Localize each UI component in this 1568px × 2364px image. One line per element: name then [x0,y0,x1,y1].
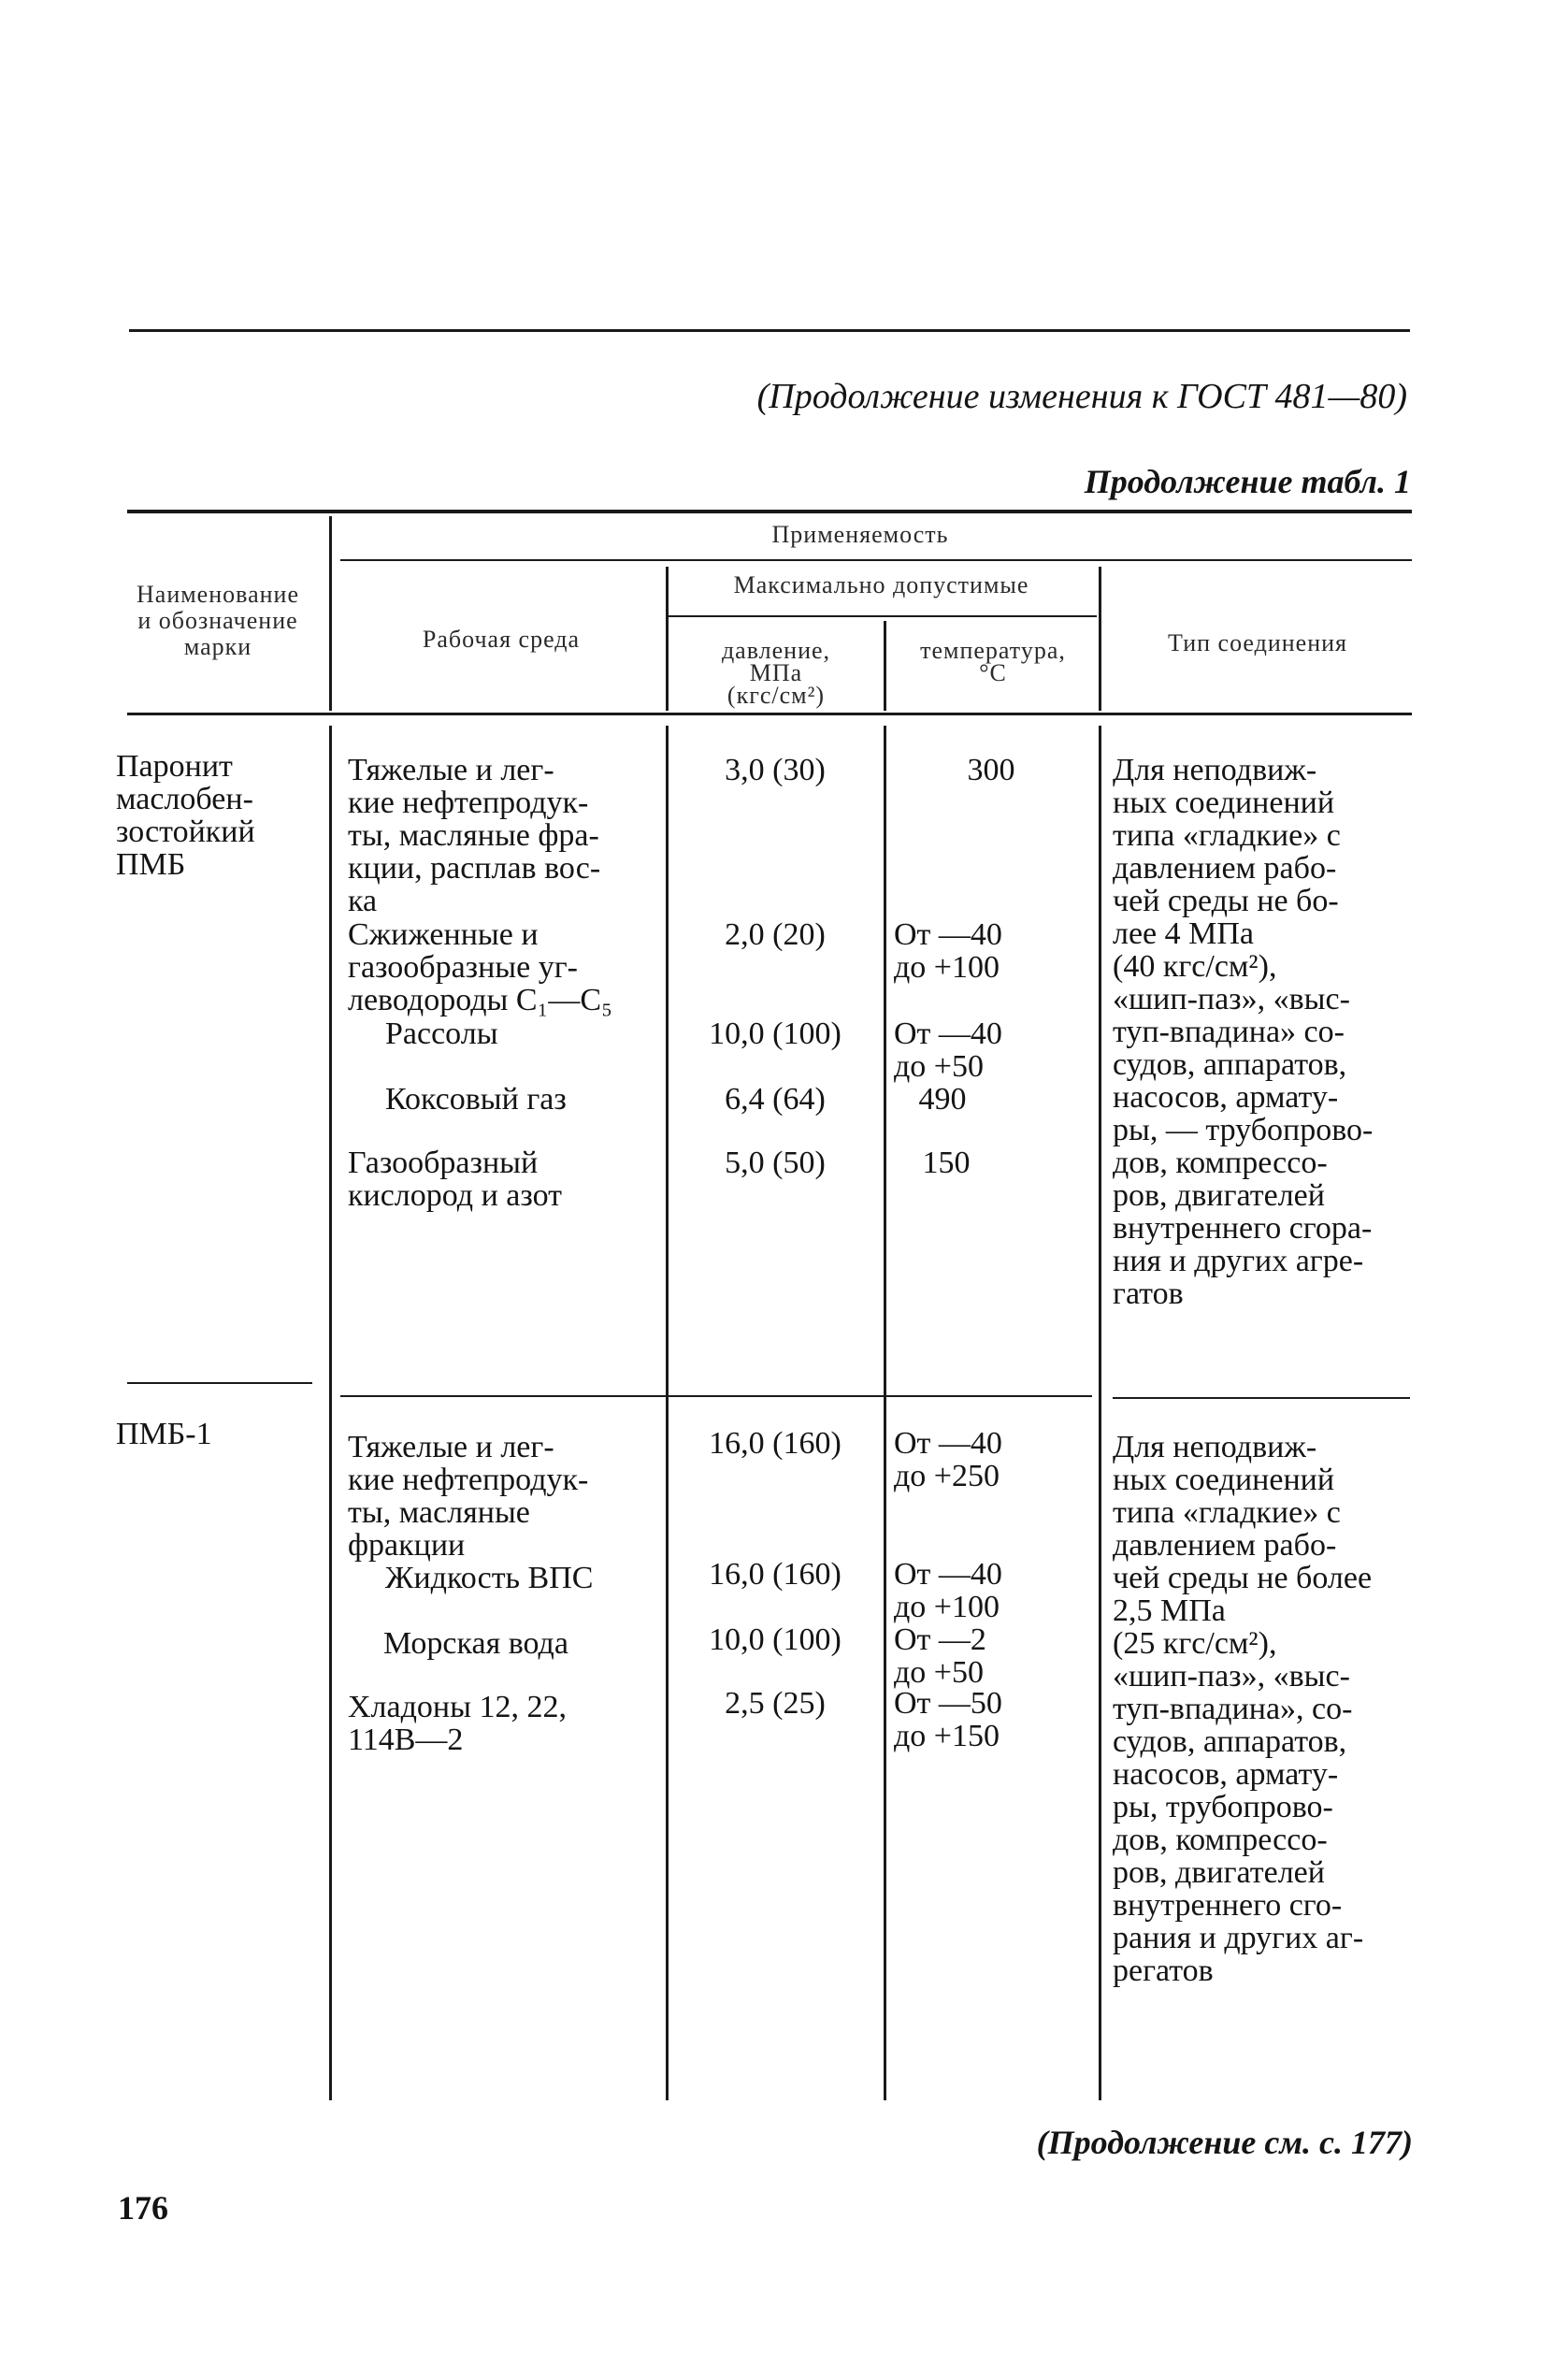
header-divider-3 [884,621,886,711]
temperature-5: 150 [922,1146,971,1180]
header-bottom-border [127,713,1412,715]
pressure-4: 6,4 (64) [725,1082,826,1117]
pressure-5: 5,0 (50) [725,1146,826,1180]
header-pressure: давление, МПа (кгс/см²) [721,637,831,709]
header-max-allowed: Максимально допустимые [733,571,1029,598]
header-brand: Наименование и обозначение марки [137,581,299,660]
group-separator-middle [340,1395,1092,1397]
body-divider-4 [1099,726,1101,2100]
pressure-1: 3,0 (30) [725,753,826,787]
temperature-2: От —40 до +100 [894,917,1002,985]
temperature-1: 300 [967,753,1015,787]
max-allowed-underline [669,615,1097,617]
header-divider-1 [329,516,332,711]
body-divider-3 [884,726,886,2100]
brand-pmb: Паронит маслобен- зостойкий ПМБ [116,749,255,882]
medium-2: Сжиженные и газообразные уг- леводороды C₁—C₅ [348,917,612,1017]
medium-3: Рассолы [385,1016,498,1051]
brand-pmb-1: ПМБ-1 [116,1417,212,1451]
pressure-3: 10,0 (100) [709,1016,842,1051]
medium-4: Коксовый газ [385,1082,567,1117]
pressure-8: 10,0 (100) [709,1622,842,1657]
group-separator-brand [127,1382,312,1384]
pressure-2: 2,0 (20) [725,917,826,952]
top-rule [129,329,1410,332]
footer-continuation-note: (Продолжение см. с. 177) [1036,2124,1413,2161]
temperature-4: 490 [918,1082,967,1117]
header-applicability: Применяемость [771,521,949,548]
header-connection: Тип соединения [1167,629,1347,656]
temperature-9: От —50 до +150 [894,1686,1002,1753]
medium-1: Тяжелые и лег- кие нефтепродук- ты, масляные фра- кции, расплав вос- ка [348,753,601,918]
temperature-7: От —40 до +100 [894,1557,1002,1624]
applicability-underline [340,559,1412,561]
table-continuation-label: Продолжение табл. 1 [1084,463,1411,500]
temperature-8: От —2 до +50 [894,1622,986,1690]
temperature-6: От —40 до +250 [894,1426,1002,1493]
pressure-7: 16,0 (160) [709,1557,842,1592]
body-divider-2 [666,726,669,2100]
header-divider-2 [666,567,669,711]
medium-6: Тяжелые и лег- кие нефтепродук- ты, масляные фракции [348,1430,589,1563]
table-top-border [127,510,1412,513]
body-divider-1 [329,726,332,2100]
group-separator-connection [1113,1397,1410,1399]
medium-9: Хладоны 12, 22, 114В—2 [348,1690,567,1757]
pressure-6: 16,0 (160) [709,1426,842,1461]
pressure-9: 2,5 (25) [725,1686,826,1721]
medium-7: Жидкость ВПС [385,1561,594,1595]
page-number: 176 [118,2189,168,2227]
connection-pmb-1: Для неподвиж- ных соединений типа «гладкие» с давлением рабо- чей среды не более 2,5 МПа (25 кгс/см²), «шип-паз», «выс- туп-впадина», со- судов, аппаратов, насосов, армату- ры, трубопрово- дов, компрессо- ров, двигателей внутреннего сго- рания и других аг- регатов [1113,1430,1373,1988]
continuation-note: (Продолжение изменения к ГОСТ 481—80) [756,377,1407,416]
medium-5: Газообразный кислород и азот [348,1146,563,1213]
header-medium: Рабочая среда [422,626,581,653]
header-divider-4 [1099,567,1101,711]
connection-pmb: Для неподвиж- ных соединений типа «гладкие» с давлением рабо- чей среды не бо- лее 4 МПа (40 кгс/см²), «шип-паз», «выс- туп-впадина» со- судов, аппаратов, насосов, армату- ры, — трубопрово- дов, компрессо- ров, двигателей внутреннего сгора- ния и других агре- гатов [1113,753,1374,1311]
temperature-3: От —40 до +50 [894,1016,1002,1084]
medium-8: Морская вода [383,1626,568,1661]
header-temperature: температура, °С [920,637,1066,686]
